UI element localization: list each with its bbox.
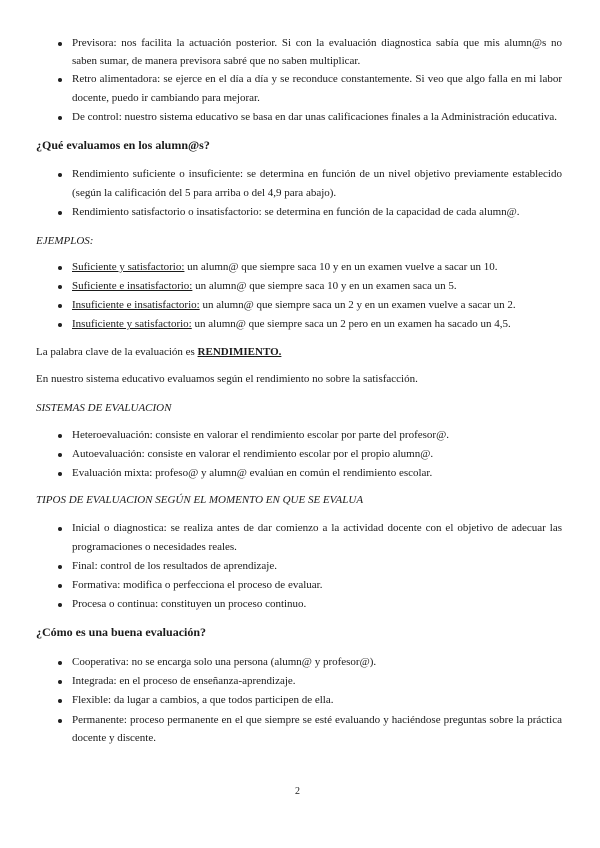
- example-item: [72, 279, 457, 293]
- list-item-formativa: Formativa: modifica o perfecciona el proceso de evaluar.: [72, 579, 323, 591]
- bullet: [58, 78, 62, 82]
- list-item-permanente-line1: Permanente: proceso permanente en el que siempre se esté evaluando y haciéndose preguntas sobre la práctica: [72, 714, 562, 726]
- list-item-retro-line2: docente, puedo ir cambiando para mejorar.: [72, 92, 260, 104]
- example-term: Suficiente e insatisfactorio:: [72, 280, 193, 292]
- list-item-retro-line1: Retro alimentadora: se ejerce en el día a día y se reconduce constantemente. Si veo que algo falla en mi labor: [72, 73, 562, 85]
- bullet: [58, 699, 62, 703]
- bullet: [58, 661, 62, 665]
- page-number: 2: [295, 786, 300, 797]
- bullet: [58, 42, 62, 46]
- list-item-inicial-line1: Inicial o diagnostica: se realiza antes de dar comienzo a la actividad docente con el objetivo de adecuar las: [72, 522, 562, 534]
- list-item-evaluacion-mixta: Evaluación mixta: profeso@ y alumn@ evalúan en común el rendimiento escolar.: [72, 467, 433, 479]
- example-text: un alumn@ que siempre saca un 2 pero en un examen ha sacado un 4,5.: [191, 318, 511, 330]
- list-item-heteroevaluacion: Heteroevaluación: consiste en valorar el rendimiento escolar por parte del profesor@.: [72, 429, 449, 441]
- bullet: [58, 323, 62, 327]
- bullet: [58, 116, 62, 120]
- list-item-previsora-line2: saben sumar, de manera previsora sabré que no saben multiplicar.: [72, 55, 361, 67]
- list-item-cooperativa: Cooperativa: no se encarga solo una persona (alumn@ y profesor@).: [72, 656, 377, 668]
- list-item-rendimiento-satisfactorio: Rendimiento satisfactorio o insatisfactorio: se determina en función de la capacidad de cada alumn@.: [72, 206, 520, 218]
- example-term: Suficiente y satisfactorio:: [72, 261, 185, 273]
- bullet: [58, 719, 62, 723]
- keyword-prefix: La palabra clave de la evaluación es: [36, 346, 198, 358]
- list-item-final: Final: control de los resultados de aprendizaje.: [72, 560, 277, 572]
- list-item-rendimiento-suficiente-line1: Rendimiento suficiente o insuficiente: se determina en función de un nivel objetivo previamente establecido: [72, 168, 562, 180]
- list-item-inicial-line2: programaciones o necesidades reales.: [72, 541, 237, 553]
- example-text: un alumn@ que siempre saca 10 y en un examen saca un 5.: [192, 280, 457, 292]
- sistema-paragraph: En nuestro sistema educativo evaluamos según el rendimiento no sobre la satisfacción.: [36, 373, 418, 385]
- list-item-integrada: Integrada: en el proceso de enseñanza-aprendizaje.: [72, 675, 296, 687]
- bullet: [58, 453, 62, 457]
- keyword-rendimiento: RENDIMIENTO.: [197, 346, 282, 358]
- example-term: Insuficiente e insatisfactorio:: [72, 299, 200, 311]
- bullet: [58, 680, 62, 684]
- example-text: un alumn@ que siempre saca un 2 y en un examen vuelve a sacar un 2.: [199, 299, 516, 311]
- list-item-flexible: Flexible: da lugar a cambios, a que todos participen de ella.: [72, 694, 334, 706]
- list-item-rendimiento-suficiente-line2: (según la calificación del 5 para arriba o del 4,9 para abajo).: [72, 187, 337, 199]
- section-heading-ejemplos: EJEMPLOS:: [36, 235, 94, 247]
- list-item-permanente-line2: docente y discente.: [72, 732, 156, 744]
- section-heading-buena-evaluacion: ¿Cómo es una buena evaluación?: [36, 625, 207, 639]
- section-heading-tipos: TIPOS DE EVALUACION SEGÚN EL MOMENTO EN QUE SE EVALUA: [36, 494, 364, 506]
- bullet: [58, 584, 62, 588]
- bullet: [58, 565, 62, 569]
- example-text: un alumn@ que siempre saca 10 y en un examen vuelve a sacar un 10.: [184, 261, 498, 273]
- list-item-control: De control: nuestro sistema educativo se basa en dar unas calificaciones finales a la Administración educativa.: [72, 111, 558, 123]
- list-item-procesa: Procesa o continua: constituyen un proceso continuo.: [72, 598, 307, 610]
- keyword-paragraph: [36, 345, 281, 359]
- list-item-previsora-line1: Previsora: nos facilita la actuación posterior. Si con la evaluación diagnostica sabía que mis alumn@s no: [72, 37, 562, 49]
- list-item-autoevaluacion: Autoevaluación: consiste en valorar el rendimiento escolar por el propio alumn@.: [72, 448, 434, 460]
- bullet: [58, 304, 62, 308]
- bullet: [58, 285, 62, 289]
- bullet: [58, 527, 62, 531]
- section-heading-que-evaluamos: ¿Qué evaluamos en los alumn@s?: [36, 138, 210, 152]
- example-term: Insuficiente y satisfactorio:: [72, 318, 192, 330]
- bullet: [58, 472, 62, 476]
- bullet: [58, 434, 62, 438]
- bullet: [58, 603, 62, 607]
- example-item: [72, 298, 516, 312]
- example-item: [72, 260, 498, 274]
- bullet: [58, 211, 62, 215]
- section-heading-sistemas: SISTEMAS DE EVALUACION: [36, 402, 172, 414]
- bullet: [58, 173, 62, 177]
- example-item: [72, 317, 511, 331]
- bullet: [58, 266, 62, 270]
